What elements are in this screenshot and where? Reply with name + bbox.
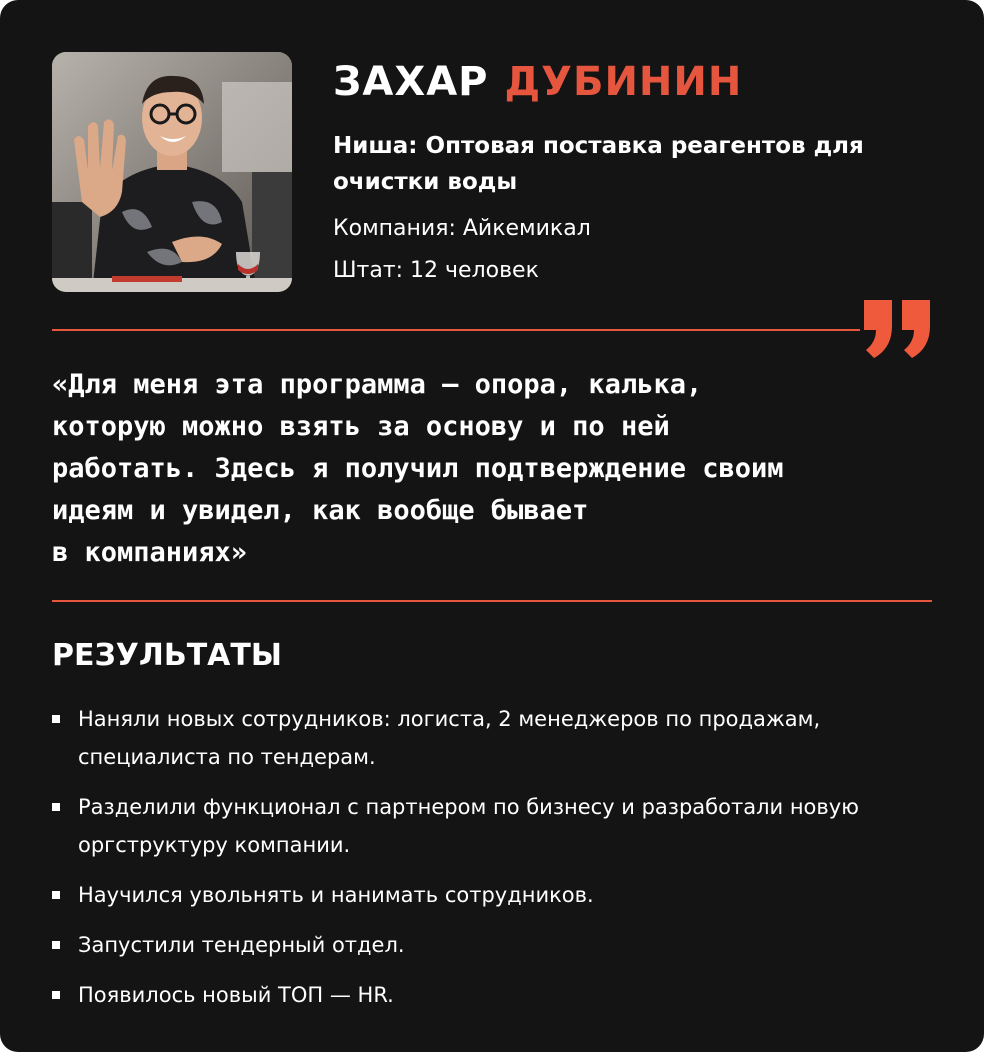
- list-item-text: Появилось новый ТОП — HR.: [78, 983, 394, 1007]
- list-item-text: Наняли новых сотрудников: логиста, 2 менеджеров по продажам, специалиста по тендерам.: [78, 707, 821, 769]
- list-item: [52, 876, 932, 914]
- list-item: [52, 926, 932, 964]
- list-item-text: Запустили тендерный отдел.: [78, 933, 405, 957]
- results-list: [52, 700, 932, 1026]
- staff-text: Штат: 12 человек: [333, 258, 539, 283]
- quote-text: «Для меня эта программа — опора, калька, которую можно взять за основу и по ней работать. Здесь я получил подтверждение своим идеям и увидел, как вообще бывает в компаниях»: [52, 369, 784, 568]
- list-item-text: Научился увольнять и нанимать сотрудников.: [78, 883, 594, 907]
- niche-text: Ниша: Оптовая поставка реагентов для очистки воды: [333, 133, 864, 195]
- quote-icon: [860, 300, 934, 358]
- first-name: ЗАХАР: [333, 59, 489, 105]
- bottom-divider: [52, 600, 932, 602]
- company-text: Компания: Айкемикал: [333, 216, 591, 241]
- bullet-icon: [52, 991, 60, 999]
- avatar-photo: [52, 52, 292, 292]
- bullet-icon: [52, 715, 60, 723]
- bullet-icon: [52, 803, 60, 811]
- bullet-icon: [52, 941, 60, 949]
- list-item: [52, 976, 932, 1014]
- portrait-illustration: [52, 52, 292, 292]
- last-name: ДУБИНИН: [504, 59, 743, 105]
- list-item: [52, 700, 932, 776]
- list-item: [52, 788, 932, 864]
- person-name: [333, 56, 742, 108]
- top-divider: [52, 329, 860, 331]
- bullet-icon: [52, 891, 60, 899]
- results-title: РЕЗУЛЬТАТЫ: [52, 638, 282, 673]
- list-item-text: Разделили функционал с партнером по бизнесу и разработали новую оргструктуру компании.: [78, 795, 859, 857]
